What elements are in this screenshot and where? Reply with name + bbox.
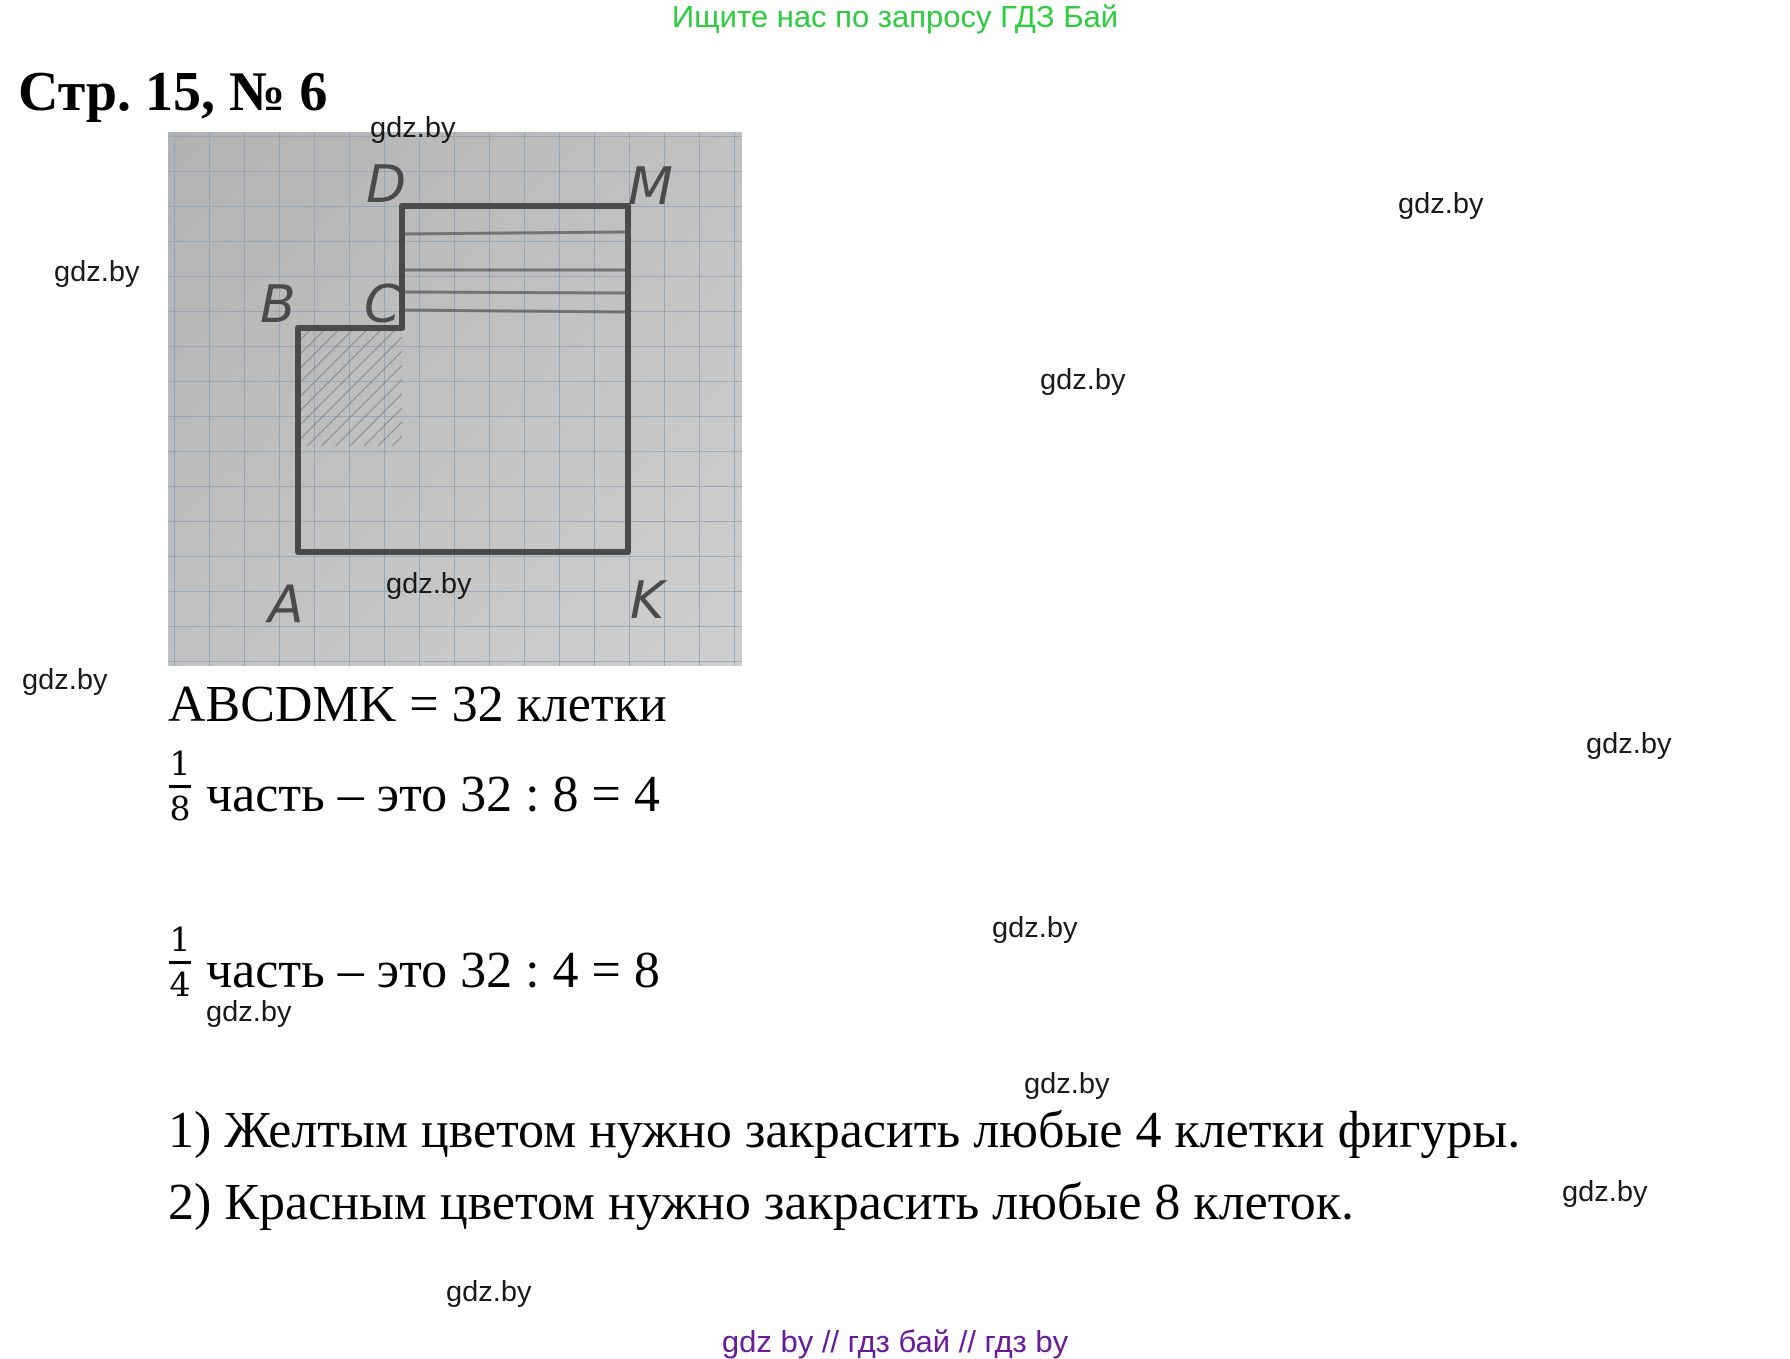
- eighth-part-line: часть – это 32 : 8 = 4: [206, 766, 660, 823]
- hatched-area: [296, 328, 402, 446]
- page-title: Стр. 15, № 6: [18, 61, 328, 123]
- label-c: C: [364, 275, 401, 335]
- answer-1: 1) Желтым цветом нужно закрасить любые 4 клетки фигуры.: [168, 1102, 1521, 1159]
- fraction-one-quarter: [167, 922, 193, 1003]
- fraction-denominator: 8: [169, 789, 191, 828]
- watermark: gdz.by: [1040, 364, 1126, 396]
- fraction-denominator: 4: [169, 965, 191, 1004]
- fraction-one-eighth: [167, 746, 193, 827]
- watermark: gdz.by: [446, 1276, 532, 1308]
- watermark: gdz.by: [22, 664, 108, 696]
- watermark: gdz.by: [1024, 1068, 1110, 1100]
- watermark: gdz.by: [370, 112, 456, 144]
- fraction-numerator: 1: [169, 920, 191, 959]
- label-b: B: [260, 275, 296, 335]
- fraction-bar: [169, 961, 191, 964]
- watermark: gdz.by: [206, 996, 292, 1028]
- watermark: gdz.by: [1586, 728, 1672, 760]
- footer-links: gdz by // гдз бай // гдз by: [721, 1324, 1069, 1359]
- answer-2: 2) Красным цветом нужно закрасить любые 8 клеток.: [168, 1174, 1355, 1231]
- quarter-part-line: часть – это 32 : 4 = 8: [206, 942, 660, 999]
- label-d: D: [366, 155, 407, 215]
- fraction-bar: [169, 785, 191, 788]
- watermark: gdz.by: [1562, 1176, 1648, 1208]
- label-m: M: [628, 157, 673, 217]
- watermark: gdz.by: [386, 568, 472, 600]
- watermark: gdz.by: [1398, 188, 1484, 220]
- label-k: K: [630, 571, 665, 631]
- watermark: gdz.by: [992, 912, 1078, 944]
- watermark: gdz.by: [54, 256, 140, 288]
- fraction-numerator: 1: [169, 744, 191, 783]
- area-line: ABCDMK = 32 клетки: [168, 676, 667, 733]
- label-a: A: [268, 575, 304, 635]
- search-banner: Ищите нас по запросу ГДЗ Бай: [671, 0, 1119, 34]
